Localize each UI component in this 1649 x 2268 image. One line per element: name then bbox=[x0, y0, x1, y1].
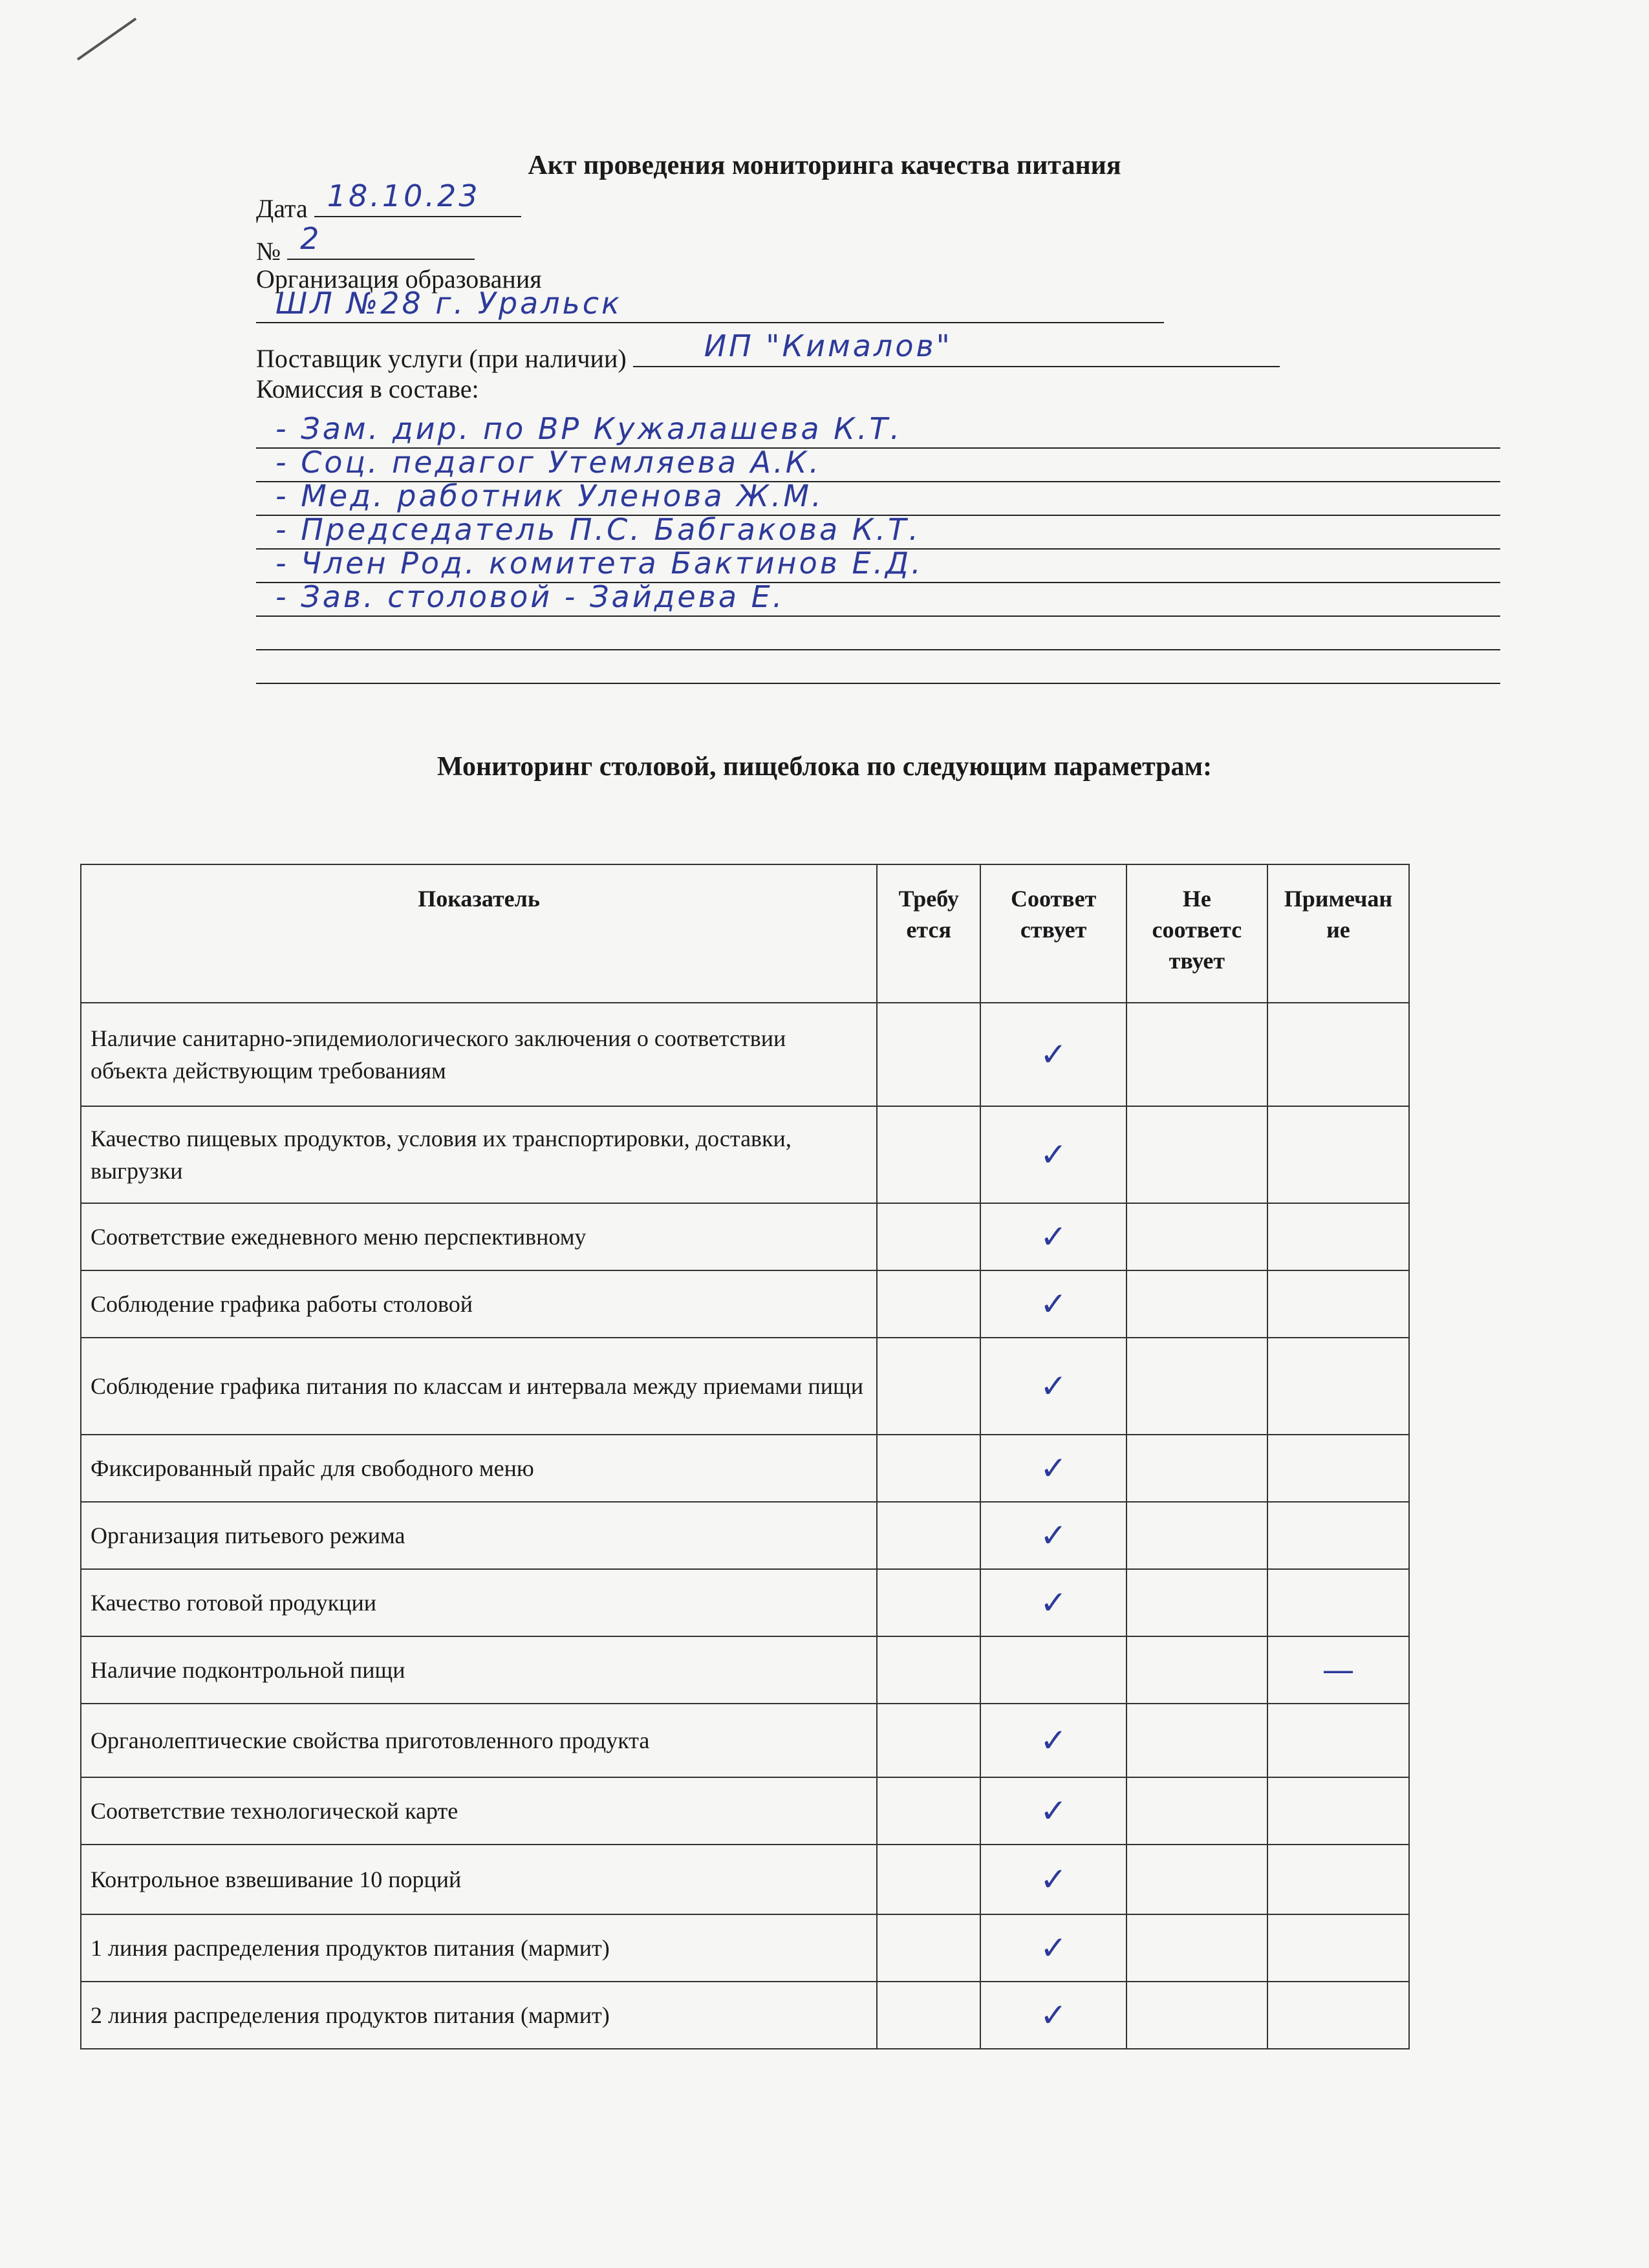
complies-cell[interactable] bbox=[980, 1203, 1126, 1270]
table-row bbox=[81, 1203, 1409, 1270]
note-cell[interactable] bbox=[1267, 1338, 1409, 1435]
required-cell[interactable] bbox=[877, 1569, 980, 1636]
complies-cell[interactable] bbox=[980, 1777, 1126, 1845]
required-cell[interactable] bbox=[877, 1636, 980, 1704]
checkmark-icon: ✓ bbox=[1040, 1584, 1068, 1621]
commission-member: - Соц. педагог Утемляева А.К. bbox=[275, 445, 822, 480]
date-line bbox=[256, 178, 521, 224]
table-row bbox=[81, 1435, 1409, 1502]
indicator-cell: Соответствие технологической карте bbox=[81, 1777, 877, 1845]
note-cell[interactable] bbox=[1267, 1914, 1409, 1982]
required-cell[interactable] bbox=[877, 1435, 980, 1502]
table-row bbox=[81, 1704, 1409, 1777]
number-label: № bbox=[256, 237, 281, 266]
indicator-cell: Качество готовой продукции bbox=[81, 1569, 877, 1636]
complies-cell[interactable] bbox=[980, 1435, 1126, 1502]
supplier-field[interactable] bbox=[633, 328, 1280, 367]
checkmark-icon: ✓ bbox=[1040, 1450, 1068, 1487]
complies-cell[interactable] bbox=[980, 1636, 1126, 1704]
note-cell[interactable] bbox=[1267, 1502, 1409, 1569]
header-complies: Соответ ствует bbox=[980, 864, 1126, 1003]
not-complies-cell[interactable] bbox=[1126, 1270, 1267, 1338]
not-complies-cell[interactable] bbox=[1126, 1845, 1267, 1914]
table-subtitle: Мониторинг столовой, пищеблока по следующим параметрам: bbox=[436, 752, 1212, 782]
note-cell[interactable] bbox=[1267, 1003, 1409, 1106]
date-field[interactable] bbox=[314, 178, 521, 217]
table-row bbox=[81, 1569, 1409, 1636]
complies-cell[interactable] bbox=[980, 1338, 1126, 1435]
note-cell[interactable] bbox=[1267, 1203, 1409, 1270]
commission-line[interactable] bbox=[256, 512, 1500, 550]
org-label: Организация образования bbox=[256, 264, 542, 294]
indicator-cell: 1 линия распределения продуктов питания (мармит) bbox=[81, 1914, 877, 1982]
complies-cell[interactable] bbox=[980, 1845, 1126, 1914]
checkmark-icon: ✓ bbox=[1040, 1136, 1068, 1173]
table-row bbox=[81, 1982, 1409, 2049]
commission-label: Комиссия в составе: bbox=[256, 374, 479, 403]
required-cell[interactable] bbox=[877, 1914, 980, 1982]
complies-cell[interactable] bbox=[980, 1502, 1126, 1569]
not-complies-cell[interactable] bbox=[1126, 1982, 1267, 2049]
number-value: 2 bbox=[300, 221, 322, 256]
complies-cell[interactable] bbox=[980, 1704, 1126, 1777]
header-note: Примечан ие bbox=[1267, 864, 1409, 1003]
indicator-cell: Контрольное взвешивание 10 порций bbox=[81, 1845, 877, 1914]
required-cell[interactable] bbox=[877, 1003, 980, 1106]
not-complies-cell[interactable] bbox=[1126, 1003, 1267, 1106]
checkmark-icon: ✓ bbox=[1040, 1036, 1068, 1073]
required-cell[interactable] bbox=[877, 1704, 980, 1777]
required-cell[interactable] bbox=[877, 1845, 980, 1914]
checkmark-icon: ✓ bbox=[1040, 1285, 1068, 1323]
not-complies-cell[interactable] bbox=[1126, 1914, 1267, 1982]
checkmark-icon: ✓ bbox=[1040, 1218, 1068, 1256]
indicator-cell: Организация питьевого режима bbox=[81, 1502, 877, 1569]
org-value: ШЛ №28 г. Уральск bbox=[275, 286, 622, 321]
checkmark-icon: ✓ bbox=[1040, 1367, 1068, 1405]
header-not-complies: Не соответс твует bbox=[1126, 864, 1267, 1003]
supplier-label: Поставщик услуги (при наличии) bbox=[256, 344, 627, 373]
note-cell[interactable] bbox=[1267, 1982, 1409, 2049]
indicator-cell: Наличие санитарно-эпидемиологического заключения о соответствии объекта действующим требованиям bbox=[81, 1003, 877, 1106]
indicator-cell: Органолептические свойства приготовленного продукта bbox=[81, 1704, 877, 1777]
checkmark-icon: ✓ bbox=[1040, 1722, 1068, 1759]
indicator-cell: Соблюдение графика работы столовой bbox=[81, 1270, 877, 1338]
commission-member: - Зам. дир. по ВР Кужалашева К.Т. bbox=[275, 411, 903, 446]
required-cell[interactable] bbox=[877, 1502, 980, 1569]
checkmark-icon: ✓ bbox=[1040, 1861, 1068, 1898]
not-complies-cell[interactable] bbox=[1126, 1338, 1267, 1435]
note-cell[interactable] bbox=[1267, 1435, 1409, 1502]
note-cell[interactable] bbox=[1267, 1704, 1409, 1777]
indicator-cell: Соответствие ежедневного меню перспективному bbox=[81, 1203, 877, 1270]
required-cell[interactable] bbox=[877, 1270, 980, 1338]
commission-line[interactable] bbox=[256, 478, 1500, 516]
header-required: Требу ется bbox=[877, 864, 980, 1003]
commission-line[interactable] bbox=[256, 546, 1500, 583]
commission-member: - Член Род. комитета Бактинов Е.Д. bbox=[275, 546, 923, 581]
scan-mark bbox=[77, 17, 136, 60]
complies-cell[interactable] bbox=[980, 1003, 1126, 1106]
number-line bbox=[256, 221, 475, 266]
table-row bbox=[81, 1338, 1409, 1435]
org-field[interactable] bbox=[256, 286, 1164, 323]
required-cell[interactable] bbox=[877, 1777, 980, 1845]
indicator-cell: Наличие подконтрольной пищи bbox=[81, 1636, 877, 1704]
table-row bbox=[81, 1106, 1409, 1203]
commission-line[interactable] bbox=[256, 579, 1500, 617]
not-complies-cell[interactable] bbox=[1126, 1203, 1267, 1270]
commission-member: - Председатель П.С. Бабгакова К.Т. bbox=[275, 512, 921, 547]
commission-line[interactable] bbox=[256, 411, 1500, 449]
checkmark-icon: ✓ bbox=[1040, 1517, 1068, 1554]
complies-cell[interactable] bbox=[980, 1569, 1126, 1636]
commission-line[interactable] bbox=[256, 445, 1500, 482]
table-row bbox=[81, 1502, 1409, 1569]
indicator-cell: Соблюдение графика питания по классам и интервала между приемами пищи bbox=[81, 1338, 877, 1435]
table-row bbox=[81, 1845, 1409, 1914]
note-cell[interactable] bbox=[1267, 1845, 1409, 1914]
indicator-cell: 2 линия распределения продуктов питания (мармит) bbox=[81, 1982, 877, 2049]
number-field[interactable] bbox=[287, 221, 475, 260]
checkmark-icon: ✓ bbox=[1040, 1996, 1068, 2034]
note-cell[interactable] bbox=[1267, 1106, 1409, 1203]
table-row bbox=[81, 1777, 1409, 1845]
table-row bbox=[81, 1636, 1409, 1704]
commission-member: - Зав. столовой - Зайдева Е. bbox=[275, 579, 785, 614]
not-complies-cell[interactable] bbox=[1126, 1636, 1267, 1704]
commission-line[interactable] bbox=[256, 650, 1500, 684]
commission-line[interactable] bbox=[256, 617, 1500, 650]
note-cell[interactable] bbox=[1267, 1569, 1409, 1636]
document-title: Акт проведения мониторинга качества питания bbox=[528, 151, 1121, 180]
table-row bbox=[81, 1914, 1409, 1982]
commission-member: - Мед. работник Уленова Ж.М. bbox=[275, 478, 824, 513]
required-cell[interactable] bbox=[877, 1106, 980, 1203]
not-complies-cell[interactable] bbox=[1126, 1435, 1267, 1502]
not-complies-cell[interactable] bbox=[1126, 1569, 1267, 1636]
complies-cell[interactable] bbox=[980, 1270, 1126, 1338]
monitoring-table bbox=[80, 864, 1410, 2049]
required-cell[interactable] bbox=[877, 1338, 980, 1435]
complies-cell[interactable] bbox=[980, 1914, 1126, 1982]
note-cell[interactable] bbox=[1267, 1270, 1409, 1338]
note-mark: — bbox=[1322, 1651, 1355, 1689]
checkmark-icon: ✓ bbox=[1040, 1929, 1068, 1967]
supplier-value: ИП "Кималов" bbox=[704, 328, 953, 363]
indicator-cell: Качество пищевых продуктов, условия их транспортировки, доставки, выгрузки bbox=[81, 1106, 877, 1203]
required-cell[interactable] bbox=[877, 1203, 980, 1270]
table-row bbox=[81, 1270, 1409, 1338]
date-value: 18.10.23 bbox=[327, 178, 480, 213]
date-label: Дата bbox=[256, 194, 308, 223]
supplier-line bbox=[256, 328, 1280, 374]
required-cell[interactable] bbox=[877, 1982, 980, 2049]
indicator-cell: Фиксированный прайс для свободного меню bbox=[81, 1435, 877, 1502]
complies-cell[interactable] bbox=[980, 1982, 1126, 2049]
table-header-row bbox=[81, 864, 1409, 1003]
checkmark-icon: ✓ bbox=[1040, 1792, 1068, 1830]
not-complies-cell[interactable] bbox=[1126, 1502, 1267, 1569]
complies-cell[interactable] bbox=[980, 1106, 1126, 1203]
not-complies-cell[interactable] bbox=[1126, 1704, 1267, 1777]
note-cell[interactable] bbox=[1267, 1636, 1409, 1704]
not-complies-cell[interactable] bbox=[1126, 1777, 1267, 1845]
not-complies-cell[interactable] bbox=[1126, 1106, 1267, 1203]
table-row bbox=[81, 1003, 1409, 1106]
header-indicator: Показатель bbox=[81, 864, 877, 1003]
note-cell[interactable] bbox=[1267, 1777, 1409, 1845]
